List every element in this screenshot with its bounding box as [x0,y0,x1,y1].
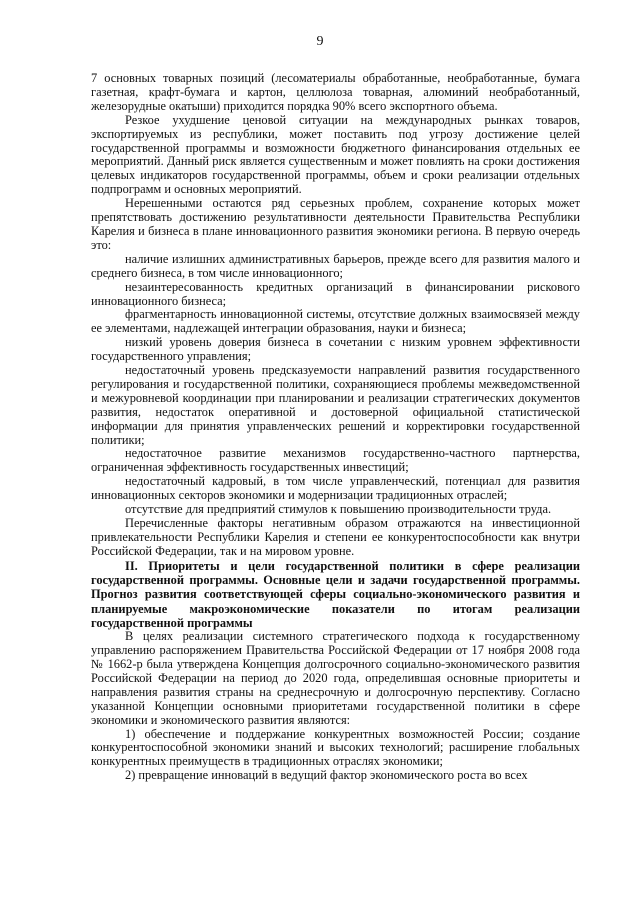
paragraph: Резкое ухудшение ценовой ситуации на международных рынках товаров, экспортируемых из республики, может поставить под угрозу достижение целей государственной программы и возможности бюджетного финансирования отдельных ее мероприятий. Данный риск является существенным и может повлиять на сроки достижения целевых индикаторов государственной программы, объем и сроки реализации отдельных подпрограмм и основных мероприятий. [91,112,580,197]
page-number: 9 [316,34,324,49]
list-item: фрагментарность инновационной системы, отсутствие должных взаимосвязей между ее элементами, надлежащей интеграции образования, науки и бизнеса; [91,307,580,336]
list-item: наличие излишних административных барьеров, прежде всего для развития малого и среднего бизнеса, в том числе инновационного; [91,251,580,280]
paragraph: В целях реализации системного стратегического подхода к государственному управлению распоряжением Правительства Российской Федерации от 17 ноября 2008 года № 1662-р была утверждена Концепция долгосрочного социально-экономического развития Российской Федерации на период до 2020 года, определившая основные приоритеты и направления развития страны на среднесрочную и долгосрочную перспективу. Согласно указанной Концепции основными приоритетами государственной политики в сфере экономики и экономического развития являются: [91,629,580,727]
paragraph: 7 основных товарных позиций (лесоматериалы обработанные, необработанные, бумага газетная, крафт-бумага и картон, целлюлоза товарная, алюминий необработанный, железорудные окатыши) приходится порядка 90% всего экспортного объема. [91,71,580,113]
paragraph: Нерешенными остаются ряд серьезных проблем, сохранение которых может препятствовать достижению результативности деятельности Правительства Республики Карелия и бизнеса в плане инновационного развития экономики региона. В первую очередь это: [91,196,580,252]
list-item: низкий уровень доверия бизнеса в сочетании с низким уровнем эффективности государственного управления; [91,335,580,364]
paragraph: Перечисленные факторы негативным образом отражаются на инвестиционной привлекательности Республики Карелия и степени ее конкурентоспособности как внутри Российской Федерации, так и на мировом уровне. [91,516,580,558]
list-item: 1) обеспечение и поддержание конкурентных возможностей России; создание конкурентоспособной экономики знаний и высоких технологий; расширение глобальных конкурентных преимуществ в традиционных отраслях экономики; [91,726,580,769]
list-item: незаинтересованность кредитных организаций в финансировании рискового инновационного бизнеса; [91,279,580,308]
list-item: 2) превращение инноваций в ведущий фактор экономического роста во всех [125,768,528,783]
list-item: недостаточный уровень предсказуемости направлений развития государственного регулирования и государственной политики, сохраняющиеся проблемы межведомственной и межуровневой координации при планировании и реализации стратегических документов развития, недостаток оперативной и достоверной официальной статистической информации для принятия управленческих решений и корректировки государственной политики; [91,363,580,447]
document-body [91,72,580,783]
list-item: недостаточный кадровый, в том числе управленческий, потенциал для развития инновационных секторов экономики и модернизации традиционных отраслей; [91,474,580,503]
list-item: недостаточное развитие механизмов государственно-частного партнерства, ограниченная эффективность государственных инвестиций; [91,446,580,475]
section-heading: II. Приоритеты и цели государственной политики в сфере реализации государственной программы. Основные цели и задачи государственной программы. Прогноз развития соответствующей сферы социально-экономического развития и планируемые макроэкономические показатели по итогам реализации государственной программы [91,558,580,630]
list-item: отсутствие для предприятий стимулов к повышению производительности труда. [125,502,552,517]
